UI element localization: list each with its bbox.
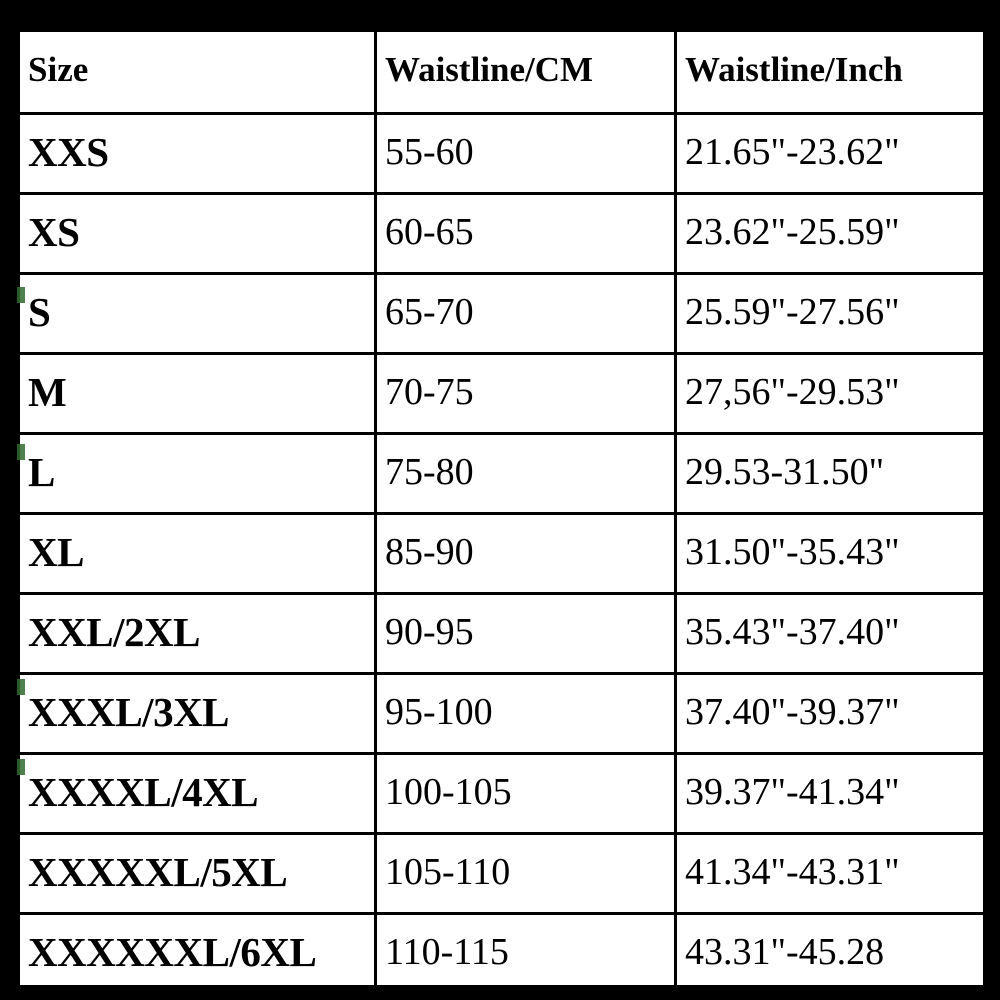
cell-waistline-cm: 110-115 [376,914,676,989]
cell-waistline-cm: 55-60 [376,114,676,194]
cell-size: M [19,354,376,434]
cell-size: L [19,434,376,514]
cell-waistline-cm: 100-105 [376,754,676,834]
cell-size: XXS [19,114,376,194]
cell-size: XS [19,194,376,274]
cell-size: XXXXL/4XL [19,754,376,834]
table-row [19,674,987,754]
cell-waistline-cm: 95-100 [376,674,676,754]
cell-size: XXL/2XL [19,594,376,674]
cell-waistline-inch: 43.31"-45.28 [676,914,987,989]
cell-size: XXXXXL/5XL [19,834,376,914]
cell-size: S [19,274,376,354]
cell-waistline-inch: 29.53-31.50" [676,434,987,514]
table-row [19,914,987,989]
table-row [19,514,987,594]
edge-artifact [17,444,25,460]
size-chart-frame [14,26,986,988]
table-row [19,594,987,674]
cell-waistline-inch: 37.40"-39.37" [676,674,987,754]
cell-waistline-inch: 27,56"-29.53" [676,354,987,434]
column-header-waistline-cm: Waistline/CM [376,31,676,114]
edge-artifact [17,759,25,775]
cell-waistline-inch: 21.65"-23.62" [676,114,987,194]
table-row [19,354,987,434]
cell-waistline-inch: 39.37"-41.34" [676,754,987,834]
table-row [19,194,987,274]
cell-waistline-inch: 35.43"-37.40" [676,594,987,674]
cell-waistline-inch: 25.59"-27.56" [676,274,987,354]
table-row [19,834,987,914]
cell-waistline-cm: 105-110 [376,834,676,914]
table-row [19,274,987,354]
cell-waistline-inch: 31.50"-35.43" [676,514,987,594]
column-header-waistline-inch: Waistline/Inch [676,31,987,114]
cell-size: XXXL/3XL [19,674,376,754]
table-header-row [19,31,987,114]
column-header-size: Size [19,31,376,114]
size-chart-table [17,29,986,988]
cell-size: XXXXXXL/6XL [19,914,376,989]
table-row [19,754,987,834]
table-header [19,31,987,114]
table-row [19,114,987,194]
cell-waistline-cm: 70-75 [376,354,676,434]
cell-waistline-inch: 23.62"-25.59" [676,194,987,274]
table-body [19,114,987,989]
cell-waistline-cm: 75-80 [376,434,676,514]
cell-waistline-cm: 65-70 [376,274,676,354]
cell-waistline-inch: 41.34"-43.31" [676,834,987,914]
cell-waistline-cm: 60-65 [376,194,676,274]
edge-artifact [17,287,25,303]
cell-size: XL [19,514,376,594]
edge-artifact [17,679,25,695]
cell-waistline-cm: 85-90 [376,514,676,594]
cell-waistline-cm: 90-95 [376,594,676,674]
table-row [19,434,987,514]
